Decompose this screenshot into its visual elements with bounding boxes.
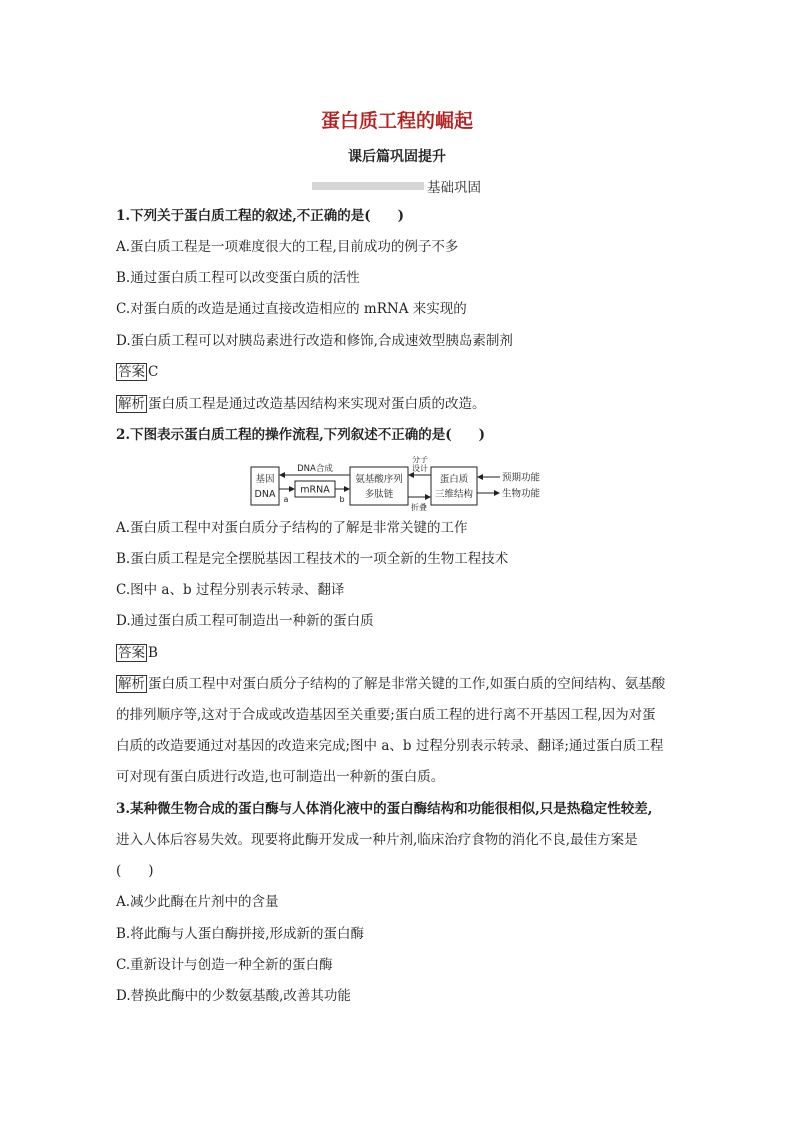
q3-option-b: B.将此酶与人蛋白酶拼接,形成新的蛋白酶: [116, 926, 365, 942]
q3-option-d: D.替换此酶中的少数氨基酸,改善其功能: [116, 988, 351, 1004]
q2-analysis-line-2: 的排列顺序等,这对于合成或改造基因至关重要;蛋白质工程的进行离不开基因工程,因为对蛋: [116, 707, 656, 723]
q2-answer: [116, 643, 158, 663]
protein-engineering-flow-diagram: [250, 456, 550, 512]
peptide-label-top: 氨基酸序列: [355, 474, 403, 485]
q2-answer-value: B: [148, 645, 158, 661]
q3-option-a: A.减少此酶在片剂中的含量: [116, 894, 279, 910]
q1-option-d: D.蛋白质工程可以对胰岛素进行改造和修饰,合成速效型胰岛素制剂: [116, 333, 513, 349]
page-subtitle: 课后篇巩固提升: [348, 149, 446, 165]
analysis-tag: 解析: [118, 676, 145, 692]
mrna-label: mRNA: [300, 484, 330, 496]
q1-stem: 1.下列关于蛋白质工程的叙述,不正确的是( ): [116, 208, 405, 224]
folding-label: 折叠: [411, 503, 427, 512]
analysis-tag: 解析: [118, 396, 145, 412]
gene-label: 基因: [255, 474, 275, 485]
q2-analysis-line-3: 白质的改造要通过对基因的改造来完成;图中 a、b 过程分别表示转录、翻译;通过蛋白质工程: [116, 738, 664, 754]
dna-label: DNA: [254, 489, 276, 500]
label-b: b: [339, 495, 345, 504]
q3-option-c: C.重新设计与创造一种全新的蛋白酶: [116, 957, 333, 973]
q2-option-b: B.蛋白质工程是完全摆脱基因工程技术的一项全新的生物工程技术: [116, 551, 509, 567]
answer-tag: 答案: [118, 364, 145, 380]
q2-option-c: C.图中 a、b 过程分别表示转录、翻译: [116, 582, 345, 598]
q3-stem-line-2: 进入人体后容易失效。现要将此酶开发成一种片剂,临床治疗食物的消化不良,最佳方案是: [116, 832, 638, 848]
section-label: 基础巩固: [427, 180, 481, 196]
q2-analysis-line-1: 蛋白质工程中对蛋白质分子结构的了解是非常关键的工作,如蛋白质的空间结构、氨基酸: [148, 676, 666, 692]
expected-function-label: 预期功能: [502, 472, 541, 484]
q3-stem-line-3: ( ): [116, 863, 154, 879]
q2-analysis: [116, 674, 665, 694]
q1-analysis: [116, 394, 486, 414]
q1-answer: [116, 362, 158, 382]
protein-label-bottom: 三维结构: [434, 489, 474, 500]
q2-option-d: D.通过蛋白质工程可制造出一种新的蛋白质: [116, 613, 374, 629]
q1-analysis-text: 蛋白质工程是通过改造基因结构来实现对蛋白质的改造。: [148, 396, 486, 412]
q1-option-a: A.蛋白质工程是一项难度很大的工程,目前成功的例子不多: [116, 239, 459, 255]
molecular-design-label-top: 分子: [412, 456, 428, 464]
protein-label-top: 蛋白质: [439, 474, 469, 485]
q3-stem-line-1: 3.某种微生物合成的蛋白酶与人体消化液中的蛋白酶结构和功能很相似,只是热稳定性较差,: [116, 801, 653, 817]
dna-synthesis-label: DNA合成: [297, 464, 333, 474]
q2-option-a: A.蛋白质工程中对蛋白质分子结构的了解是非常关键的工作: [116, 520, 468, 536]
q1-answer-value: C: [148, 364, 159, 380]
answer-tag: 答案: [118, 645, 145, 661]
section-header: [312, 177, 481, 195]
biological-function-label: 生物功能: [502, 488, 541, 500]
q2-stem: 2.下图表示蛋白质工程的操作流程,下列叙述不正确的是( ): [116, 427, 486, 443]
molecular-design-label-bottom: 设计: [412, 464, 428, 473]
q2-analysis-line-4: 可对现有蛋白质进行改造,也可制造出一种新的蛋白质。: [116, 769, 445, 785]
page-title: 蛋白质工程的崛起: [320, 110, 473, 132]
q1-option-c: C.对蛋白质的改造是通过直接改造相应的 mRNA 来实现的: [116, 301, 467, 317]
label-a: a: [283, 495, 289, 504]
section-bar: [312, 182, 424, 190]
peptide-label-bottom: 多肽链: [364, 489, 394, 500]
q1-option-b: B.通过蛋白质工程可以改变蛋白质的活性: [116, 270, 360, 286]
